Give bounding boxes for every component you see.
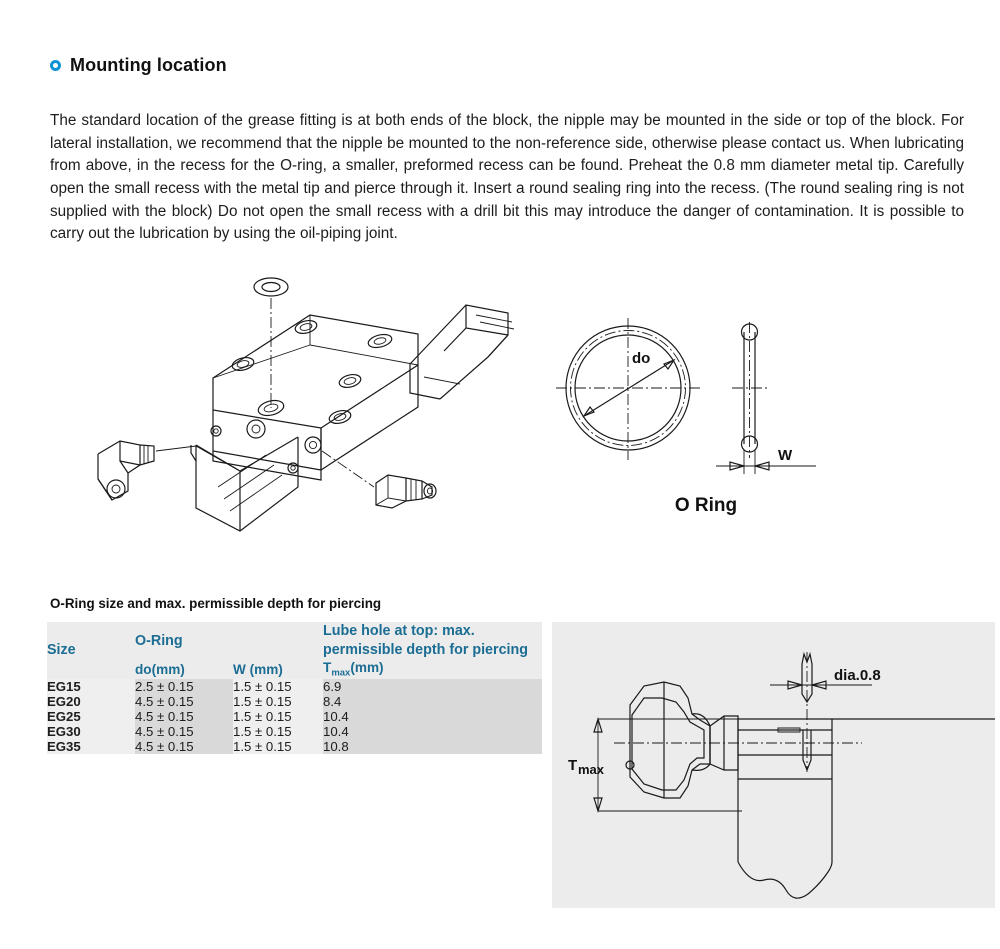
cell-w: 1.5 ± 0.15 bbox=[233, 694, 323, 709]
table-row bbox=[47, 724, 542, 739]
spec-table-wrapper bbox=[47, 622, 542, 754]
mounting-hole-icon bbox=[294, 319, 318, 336]
col-header-lube-group: Lube hole at top: max. permissible depth for piercing bbox=[323, 622, 542, 660]
cell-tmax: 6.9 bbox=[323, 679, 542, 694]
linear-guide-block-exploded-diagram bbox=[88, 265, 558, 540]
side-port-icon bbox=[305, 437, 321, 453]
cell-tmax: 8.4 bbox=[323, 694, 542, 709]
cell-w: 1.5 ± 0.15 bbox=[233, 739, 323, 754]
cell-tmax: 10.4 bbox=[323, 709, 542, 724]
mounting-hole-icon bbox=[338, 373, 362, 390]
col-header-spacer bbox=[233, 622, 323, 660]
cell-tmax: 10.8 bbox=[323, 739, 542, 754]
table-row bbox=[47, 694, 542, 709]
cell-w: 1.5 ± 0.15 bbox=[233, 709, 323, 724]
cell-tmax: 10.4 bbox=[323, 724, 542, 739]
cell-size: EG35 bbox=[47, 739, 135, 754]
block-body-section bbox=[738, 719, 995, 898]
col-header-do: do(mm) bbox=[135, 660, 233, 679]
do-label: do bbox=[632, 350, 651, 367]
straight-grease-nipple-icon bbox=[376, 475, 436, 508]
oring-figure-caption: O Ring bbox=[674, 495, 738, 516]
col-header-oring-group: O-Ring bbox=[135, 622, 233, 660]
section-heading bbox=[50, 55, 227, 76]
cell-do: 4.5 ± 0.15 bbox=[135, 694, 233, 709]
cell-do: 4.5 ± 0.15 bbox=[135, 724, 233, 739]
dia-label: dia.0.8 bbox=[834, 667, 881, 684]
cell-w: 1.5 ± 0.15 bbox=[233, 724, 323, 739]
tmax-dimension bbox=[568, 719, 742, 811]
grease-nipple-profile bbox=[632, 698, 704, 790]
body-paragraph: The standard location of the grease fitting is at both ends of the block, the nipple may be mounted in the side or top of the block. For lateral installation, we recommend that the nipple be mounted to the non-reference side, otherwise please contact us. When lubricating from above, in the recess for the O-ring, a smaller, preformed recess can be found. Preheat the 0.8 mm diameter metal tip. Carefully open the small recess with the metal tip and pierce through it. Insert a round sealing ring into the recess. (The round sealing ring is not supplied with the block) Do not open the small recess with a drill bit this may introduce the danger of contamination. It is possible to carry out the lubrication by using the oil-piping joint. bbox=[50, 112, 964, 243]
table-body bbox=[47, 679, 542, 754]
rail-lube-hole-icon bbox=[367, 332, 393, 349]
o-ring-dimension-diagram bbox=[556, 318, 856, 498]
tmax-subscript: max bbox=[331, 667, 351, 679]
oring-spec-table bbox=[47, 622, 542, 754]
grease-nipple-section-diagram bbox=[552, 622, 995, 908]
tmax-label-prefix: T bbox=[568, 757, 578, 774]
cell-do: 4.5 ± 0.15 bbox=[135, 739, 233, 754]
circle-ring-icon bbox=[50, 60, 61, 71]
w-label: W bbox=[778, 447, 793, 464]
o-ring-front-view bbox=[556, 318, 702, 460]
cell-size: EG15 bbox=[47, 679, 135, 694]
mounting-hole-icon bbox=[328, 409, 352, 426]
col-header-tmax bbox=[323, 660, 542, 679]
table-row bbox=[47, 679, 542, 694]
pierced-hole bbox=[778, 728, 811, 770]
table-caption: O-Ring size and max. permissible depth for piercing bbox=[50, 596, 382, 611]
cell-size: EG20 bbox=[47, 694, 135, 709]
table-row bbox=[47, 709, 542, 724]
col-header-w: W (mm) bbox=[233, 660, 323, 679]
table-header-group-row bbox=[47, 622, 542, 660]
cell-w: 1.5 ± 0.15 bbox=[233, 679, 323, 694]
front-port-icon bbox=[247, 420, 265, 438]
tmax-prefix: T bbox=[323, 660, 332, 675]
tmax-label-subscript: max bbox=[578, 762, 605, 777]
table-row bbox=[47, 739, 542, 754]
elbow-grease-nipple-icon bbox=[98, 441, 154, 500]
col-header-size: Size bbox=[47, 622, 135, 679]
o-ring-part-icon bbox=[254, 278, 288, 296]
cell-do: 4.5 ± 0.15 bbox=[135, 709, 233, 724]
cell-size: EG30 bbox=[47, 724, 135, 739]
dia-dimension bbox=[770, 667, 881, 689]
cell-do: 2.5 ± 0.15 bbox=[135, 679, 233, 694]
tmax-suffix: (mm) bbox=[350, 660, 384, 675]
cell-size: EG25 bbox=[47, 709, 135, 724]
o-ring-side-view bbox=[716, 322, 816, 474]
page-title: Mounting location bbox=[70, 55, 227, 75]
